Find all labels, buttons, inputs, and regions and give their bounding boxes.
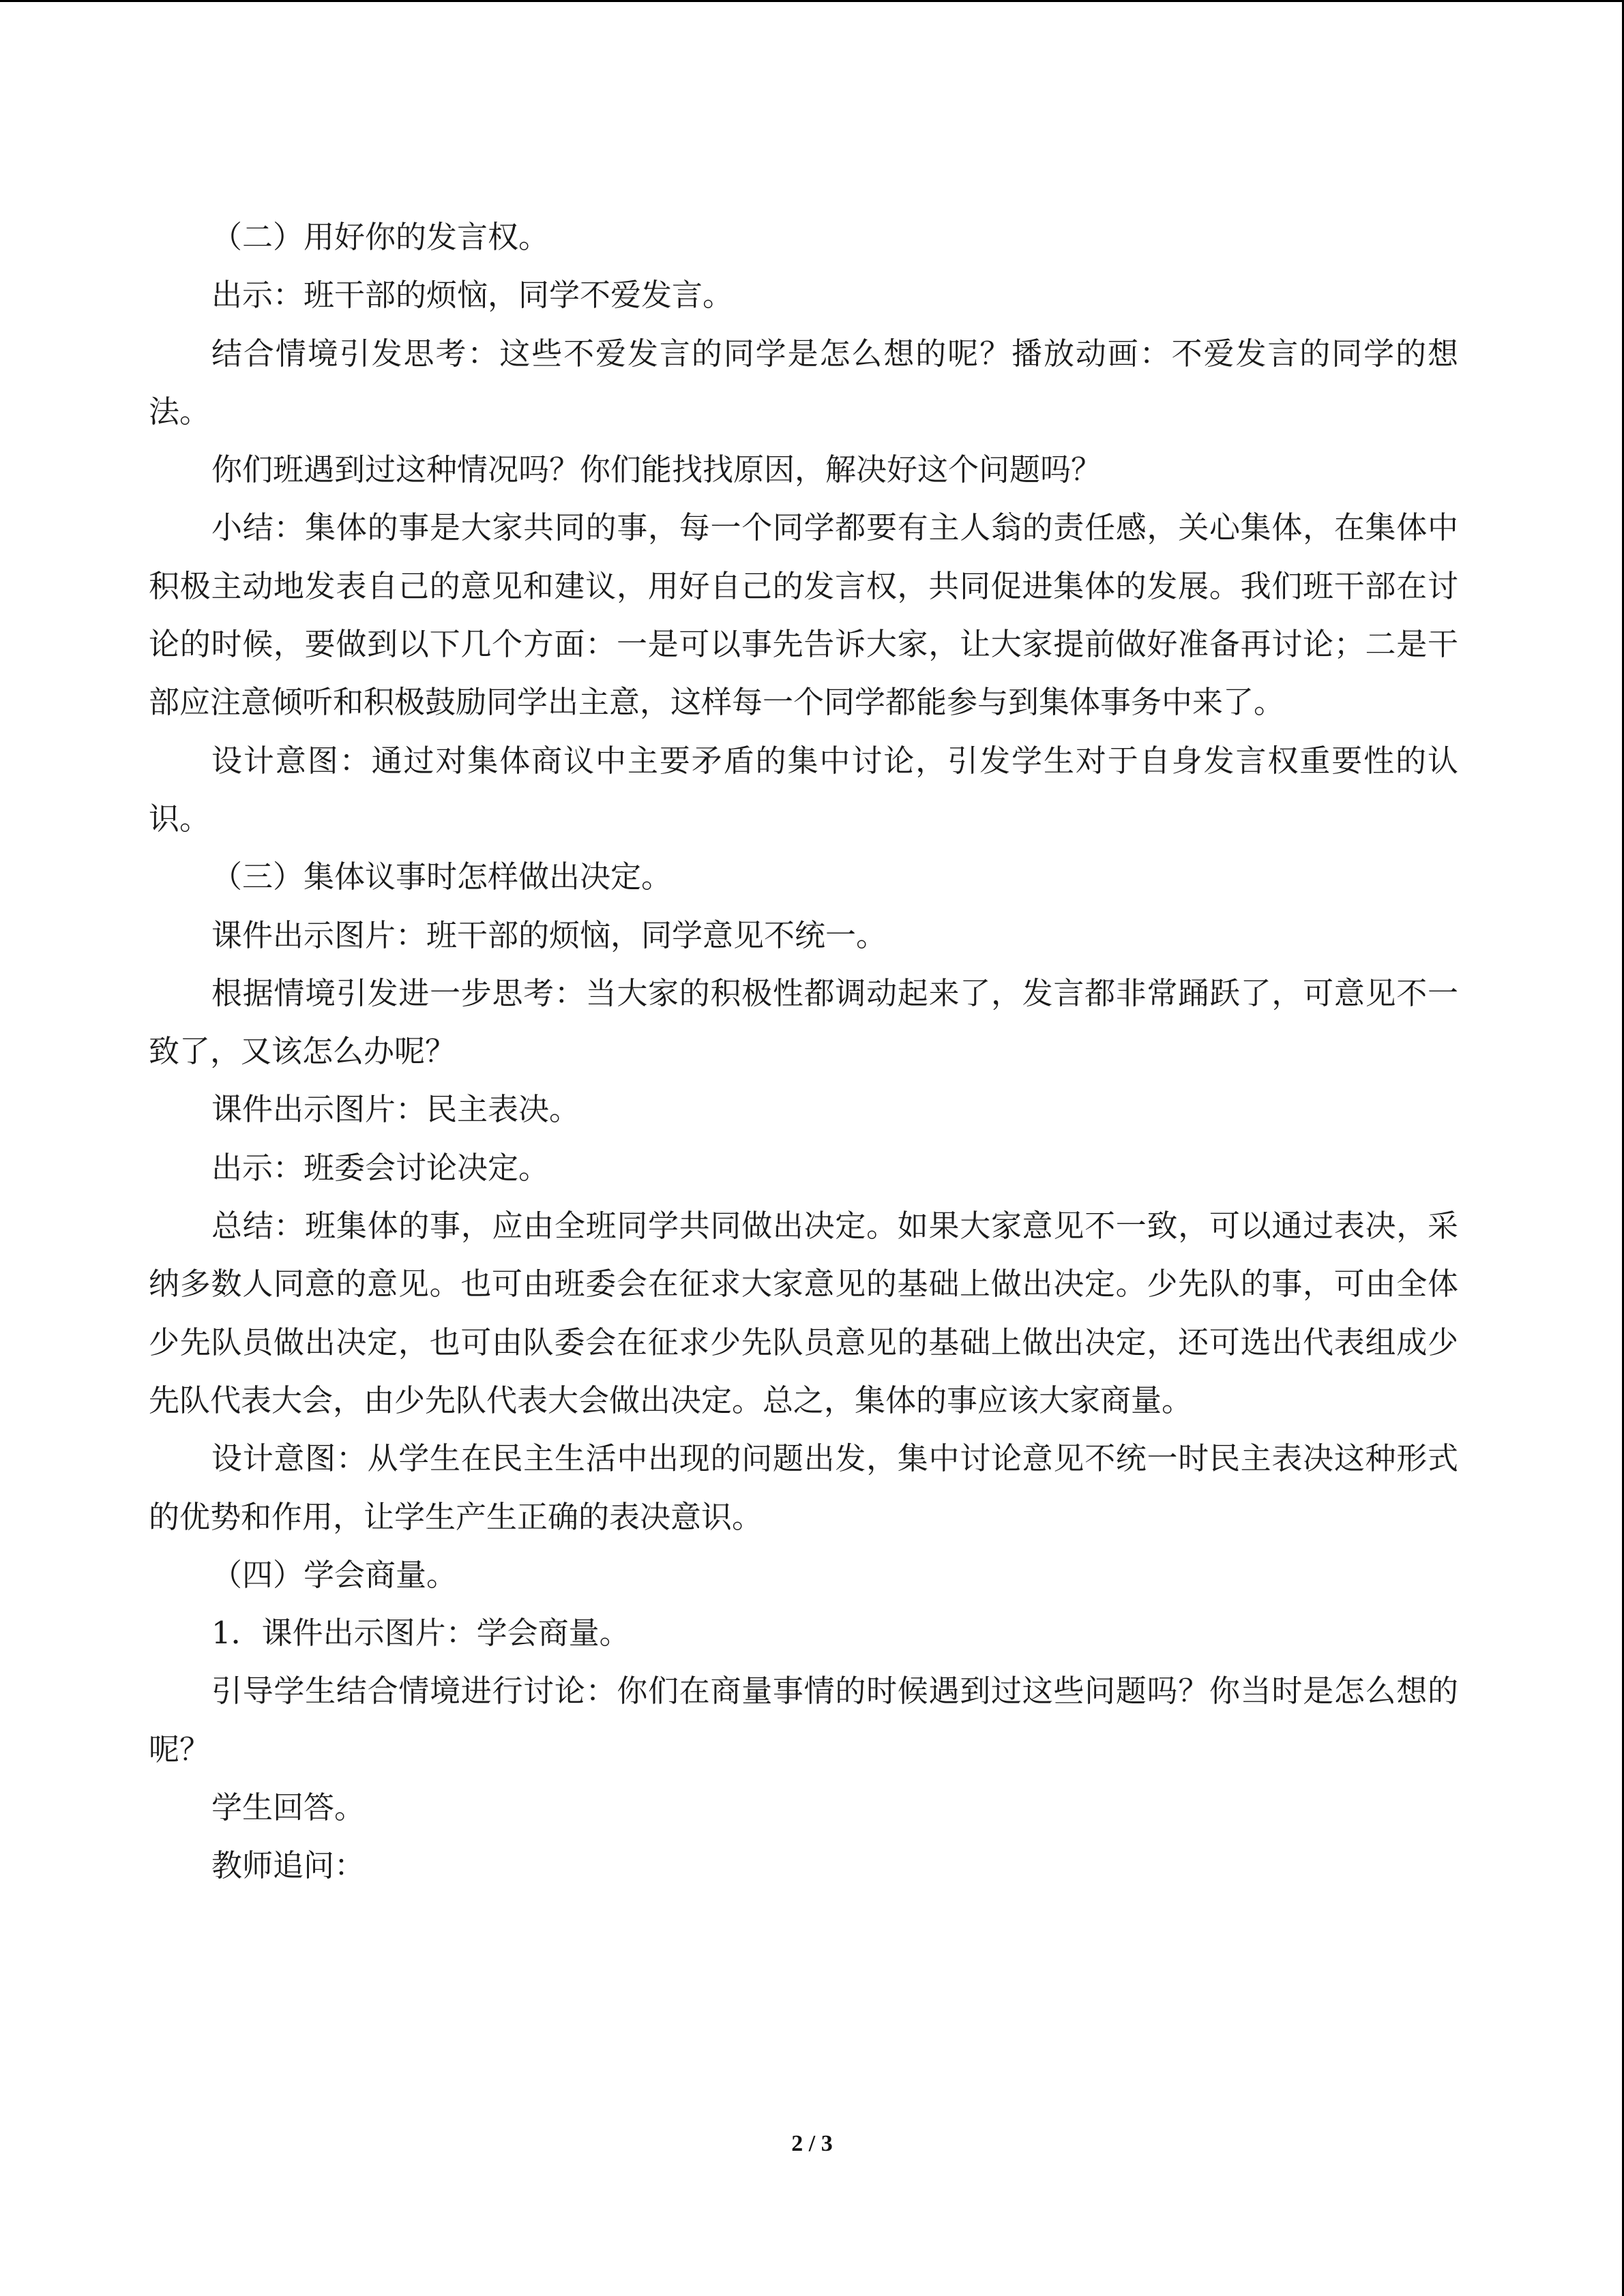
design-intent-paragraph: 设计意图：从学生在民主生活中出现的问题出发，集中讨论意见不统一时民主表决这种形式的优势和作用，让学生产生正确的表决意识。 xyxy=(149,1440,1458,1535)
list-item: 1．课件出示图片：学会商量。 xyxy=(211,1615,630,1652)
summary-paragraph: 小结：集体的事是大家共同的事，每一个同学都要有主人翁的责任感，关心集体，在集体中积极主动地发表自己的意见和建议，用好自己的发言权，共同促进集体的发展。我们班干部在讨论的时候，要做到以下几个方面：一是可以事先告诉大家，让大家提前做好准备再讨论；二是干部应注意倾听和积极鼓励同学出主意，这样每一个同学都能参与到集体事务中来了。 xyxy=(149,509,1458,721)
design-intent-paragraph: 设计意图：通过对集体商议中主要矛盾的集中讨论，引发学生对于自身发言权重要性的认识。 xyxy=(149,742,1458,837)
page-number: 2 / 3 xyxy=(791,2131,833,2156)
heading-section-2: （二）用好你的发言权。 xyxy=(211,219,550,255)
paragraph: 引导学生结合情境进行讨论：你们在商量事情的时候遇到过这些问题吗？你当时是怎么想的呢？ xyxy=(149,1673,1458,1768)
conclusion-paragraph: 总结：班集体的事，应由全班同学共同做出决定。如果大家意见不一致，可以通过表决，采纳多数人同意的意见。也可由班委会在征求大家意见的基础上做出决定。少先队的事，可由全体少先队员做出决定，也可由队委会在征求少先队员意见的基础上做出决定，还可选出代表组成少先队代表大会，由少先队代表大会做出决定。总之，集体的事应该大家商量。 xyxy=(149,1208,1458,1418)
heading-section-3: （三）集体议事时怎样做出决定。 xyxy=(211,859,673,895)
paragraph: 你们班遇到过这种情况吗？你们能找找原因，解决好这个问题吗？ xyxy=(211,451,1102,488)
paragraph: 学生回答。 xyxy=(211,1789,366,1826)
page-top-border xyxy=(0,0,1624,2)
paragraph: 根据情境引发进一步思考：当大家的积极性都调动起来了，发言都非常踊跃了，可意见不一致了，又该怎么办呢？ xyxy=(149,974,1458,1070)
paragraph: 课件出示图片：班干部的烦恼，同学意见不统一。 xyxy=(211,916,887,953)
paragraph: 课件出示图片：民主表决。 xyxy=(211,1091,580,1128)
document-body xyxy=(149,208,1458,1895)
paragraph: 结合情境引发思考：这些不爱发言的同学是怎么想的呢？播放动画：不爱发言的同学的想法。 xyxy=(149,335,1458,430)
paragraph: 出示：班委会讨论决定。 xyxy=(211,1149,550,1186)
paragraph: 教师追问： xyxy=(211,1847,366,1884)
paragraph: 出示：班干部的烦恼，同学不爱发言。 xyxy=(211,277,734,314)
heading-section-4: （四）学会商量。 xyxy=(211,1556,458,1593)
